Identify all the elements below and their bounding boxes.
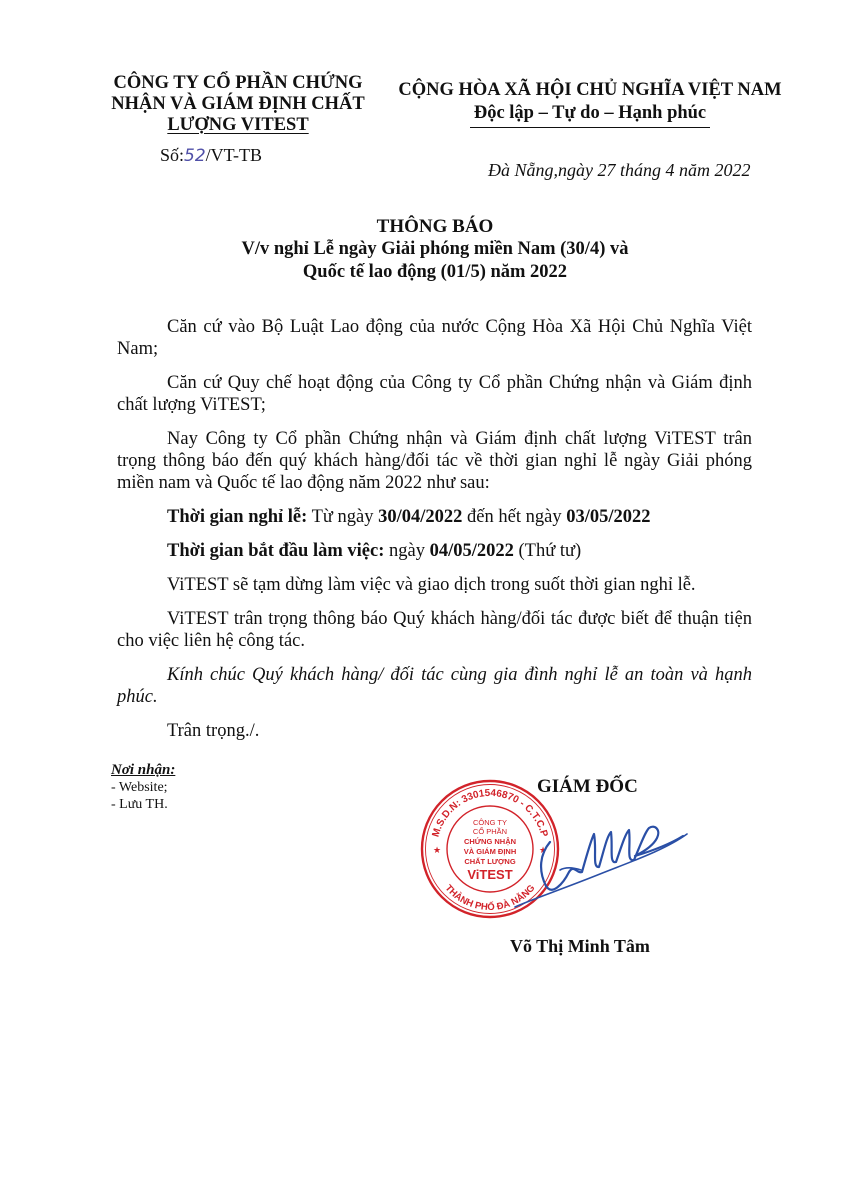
company-name-line2: NHẬN VÀ GIÁM ĐỊNH CHẤT [111,94,365,114]
document-number [160,145,262,166]
holiday-from-text: Từ ngày [311,507,374,527]
holiday-to-date: 03/05/2022 [566,507,651,527]
stamp-star-right: ★ [538,845,548,855]
national-header [390,79,790,128]
nation-title: CỘNG HÒA XÃ HỘI CHỦ NGHĨA VIỆT NAM [398,80,782,100]
stamp-center-line: CÔNG TY [472,818,508,827]
national-motto: Độc lập – Tự do – Hạnh phúc [470,102,710,128]
paragraph-inform: ViTEST trân trọng thông báo Quý khách hàng/đối tác được biết để thuận tiện cho việc liên hệ công tác. [117,609,752,651]
resume-day: (Thứ tư) [518,541,582,561]
stamp-star-left: ★ [432,845,442,855]
doc-no-prefix: Số: [160,145,185,165]
resume-text: ngày [389,541,425,561]
recipients [111,762,175,813]
holiday-from-date: 30/04/2022 [378,507,463,527]
company-name-line3: LƯỢNG VITEST [167,115,309,135]
stamp-center-line: CHẤT LƯỢNG [464,857,516,866]
stamp-center-line: CỔ PHẦN [472,827,508,836]
stamp-bottom-text: THÀNH PHỐ ĐÀ NẴNG [442,882,538,914]
recipient-item: - Lưu TH. [111,797,168,812]
holiday-period [117,506,752,528]
handwritten-signature [505,812,695,912]
signer-title: GIÁM ĐỐC [537,776,638,797]
resume-work [117,540,752,562]
paragraph-legal-basis-2: Căn cứ Quy chế hoạt động của Công ty Cổ phần Chứng nhận và Giám định chất lượng ViTEST; [117,373,752,415]
signer-name: Võ Thị Minh Tâm [510,936,650,956]
notice-body [117,316,752,754]
paragraph-legal-basis-1: Căn cứ vào Bộ Luật Lao động của nước Cộng Hòa Xã Hội Chủ Nghĩa Việt Nam; [117,317,752,359]
notice-subtitle-line1: V/v nghỉ Lễ ngày Giải phóng miền Nam (30/4) và [241,239,629,259]
resume-date: 04/05/2022 [429,541,514,561]
paragraph-announcement: Nay Công ty Cổ phần Chứng nhận và Giám định chất lượng ViTEST trân trọng thông báo đến quý khách hàng/đối tác về thời gian nghỉ lễ ngày Giải phóng miền nam và Quốc tế lao động năm 2022 như sau: [117,429,752,493]
stamp-center-line: ViTEST [467,867,513,882]
notice-title-main: THÔNG BÁO [376,216,494,237]
stamp-center-line: VÀ GIÁM ĐỊNH [463,847,517,856]
paragraph-wishes: Kính chúc Quý khách hàng/ đối tác cùng gia đình nghỉ lễ an toàn và hạnh phúc. [117,665,752,707]
company-name [92,73,384,136]
holiday-label: Thời gian nghỉ lễ: [167,507,308,527]
stamp-center-line: CHỨNG NHẬN [463,837,517,846]
notice-title [140,215,730,284]
company-name-line1: CÔNG TY CỔ PHẦN CHỨNG [113,73,363,93]
recipients-heading: Nơi nhận: [111,762,176,778]
place-date: Đà Nẵng,ngày 27 tháng 4 năm 2022 [488,160,751,180]
stamp-ring-text: M.S.D.N: 3301546870 - C.T.C.P [430,787,550,839]
doc-no-handwritten: 52 [184,146,206,166]
resume-label: Thời gian bắt đầu làm việc: [167,541,385,561]
notice-subtitle-line2: Quốc tế lao động (01/5) năm 2022 [302,262,568,282]
closing: Trân trọng./. [167,721,260,741]
holiday-to-text: đến hết ngày [467,507,562,527]
recipient-item: - Website; [111,780,168,795]
paragraph-suspension: ViTEST sẽ tạm dừng làm việc và giao dịch trong suốt thời gian nghỉ lễ. [167,575,696,595]
doc-no-suffix: /VT-TB [205,145,262,165]
